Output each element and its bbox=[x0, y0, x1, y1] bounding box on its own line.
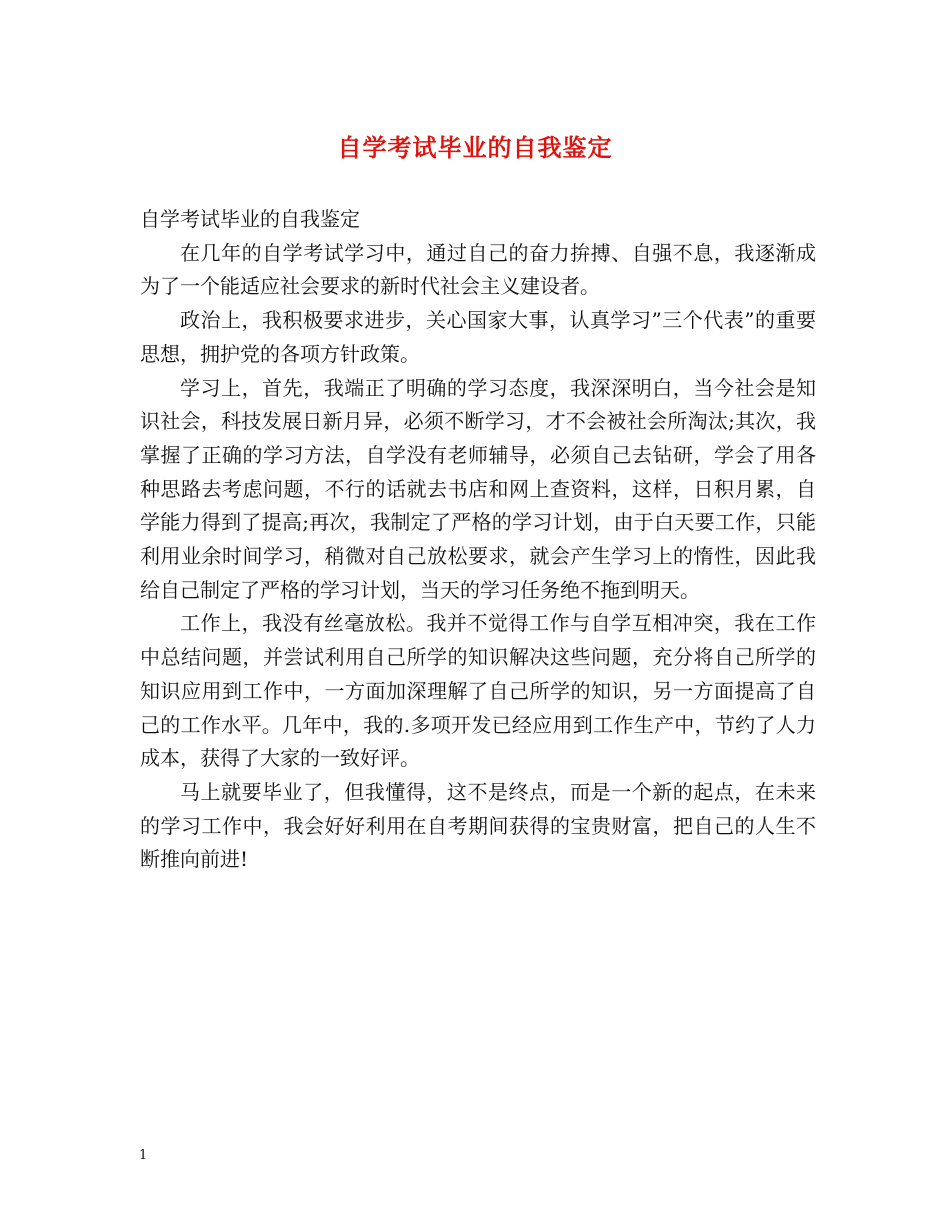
paragraph-intro: 在几年的自学考试学习中，通过自己的奋力拚搏、自强不息，我逐渐成为了一个能适应社会要求的新时代社会主义建设者。 bbox=[140, 240, 816, 299]
document-title: 自学考试毕业的自我鉴定 bbox=[337, 133, 613, 162]
document-body bbox=[140, 203, 816, 877]
document-subtitle: 自学考试毕业的自我鉴定 bbox=[140, 207, 360, 231]
paragraph-work: 工作上，我没有丝毫放松。我并不觉得工作与自学互相冲突，我在工作中总结问题，并尝试利用自己所学的知识解决这些问题，充分将自己所学的知识应用到工作中，一方面加深理解了自己所学的知识，另一方面提高了自己的工作水平。几年中，我的.多项开发已经应用到工作生产中，节约了人力成本，获得了大家的一致好评。 bbox=[140, 611, 816, 771]
paragraph-conclusion: 马上就要毕业了，但我懂得，这不是终点，而是一个新的起点，在未来的学习工作中，我会好好利用在自考期间获得的宝贵财富，把自己的人生不断推向前进! bbox=[140, 779, 816, 872]
paragraph-politics: 政治上，我积极要求进步，关心国家大事，认真学习”三个代表”的重要思想，拥护党的各项方针政策。 bbox=[140, 308, 816, 366]
page-number: 1 bbox=[139, 1148, 148, 1163]
paragraph-study: 学习上，首先，我端正了明确的学习态度，我深深明白，当今社会是知识社会，科技发展日新月异，必须不断学习，才不会被社会所淘汰;其次，我掌握了正确的学习方法，自学没有老师辅导，必须自己去钻研，学会了用各种思路去考虑问题，不行的话就去书店和网上查资料，这样，日积月累，自学能力得到了提高;再次，我制定了严格的学习计划，由于白天要工作，只能利用业余时间学习，稍微对自己放松要求，就会产生学习上的惰性，因此我给自己制定了严格的学习计划，当天的学习任务绝不拖到明天。 bbox=[140, 375, 816, 602]
